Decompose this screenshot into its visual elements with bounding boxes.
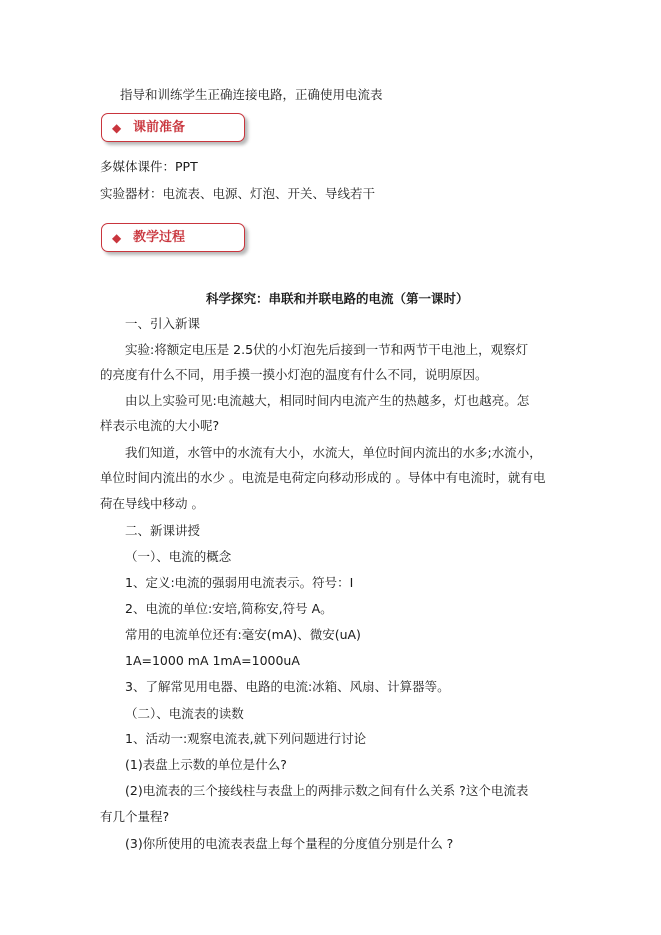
paragraph-line: 荷在导线中移动 。 [100, 496, 204, 511]
paragraph-line: 实验:将额定电压是 2.5伏的小灯泡先后接到一节和两节干电池上，观察灯 [125, 342, 529, 357]
question-item: 有几个量程? [100, 809, 170, 824]
diamond-icon: ◆ [112, 231, 122, 245]
section-header-process [101, 223, 245, 252]
media-line: 多媒体课件：PPT [100, 159, 198, 174]
list-item: 1、定义:电流的强弱用电流表示。符号：I [125, 575, 354, 590]
list-item: 常用的电流单位还有:毫安(mA)、微安(uA) [125, 627, 361, 642]
paragraph-line: 单位时间内流出的水少 。电流是电荷定向移动形成的 。导体中有电流时，就有电 [100, 470, 546, 485]
question-item: (2)电流表的三个接线柱与表盘上的两排示数之间有什么关系 ?这个电流表 [125, 783, 529, 798]
lesson-title: 科学探究：串联和并联电路的电流（第一课时） [206, 291, 469, 306]
list-item: 1A=1000 mA 1mA=1000uA [125, 653, 300, 668]
paragraph-line: 样表示电流的大小呢? [100, 418, 220, 433]
paragraph-line: 由以上实验可见:电流越大，相同时间内电流产生的热越多，灯也越亮。怎 [125, 393, 530, 408]
list-item: 3、了解常见用电器、电路的电流:冰箱、风扇、计算器等。 [125, 679, 450, 694]
paragraph-line: 的亮度有什么不同，用手摸一摸小灯泡的温度有什么不同，说明原因。 [100, 367, 488, 382]
section-header-preparation [101, 113, 245, 142]
section-title: 教学过程 [133, 230, 186, 245]
list-item: 1、活动一:观察电流表,就下列问题进行讨论 [125, 731, 367, 746]
question-item: (3)你所使用的电流表表盘上每个量程的分度值分别是什么 ? [125, 836, 454, 851]
sub-heading: （二）、电流表的读数 [125, 706, 244, 721]
question-item: (1)表盘上示数的单位是什么? [125, 757, 287, 772]
diamond-icon: ◆ [112, 121, 122, 135]
section-title: 课前准备 [133, 120, 186, 135]
part-heading: 二、新课讲授 [125, 523, 201, 538]
part-heading: 一、引入新课 [125, 316, 201, 331]
equipment-line: 实验器材：电流表、电源、灯泡、开关、导线若干 [100, 186, 376, 201]
sub-heading: （一）、电流的概念 [125, 549, 232, 564]
paragraph-line: 我们知道，水管中的水流有大小，水流大，单位时间内流出的水多;水流小， [125, 445, 542, 460]
objective-line: 指导和训练学生正确连接电路，正确使用电流表 [120, 87, 383, 102]
list-item: 2、电流的单位:安培,简称安,符号 A。 [125, 601, 333, 616]
